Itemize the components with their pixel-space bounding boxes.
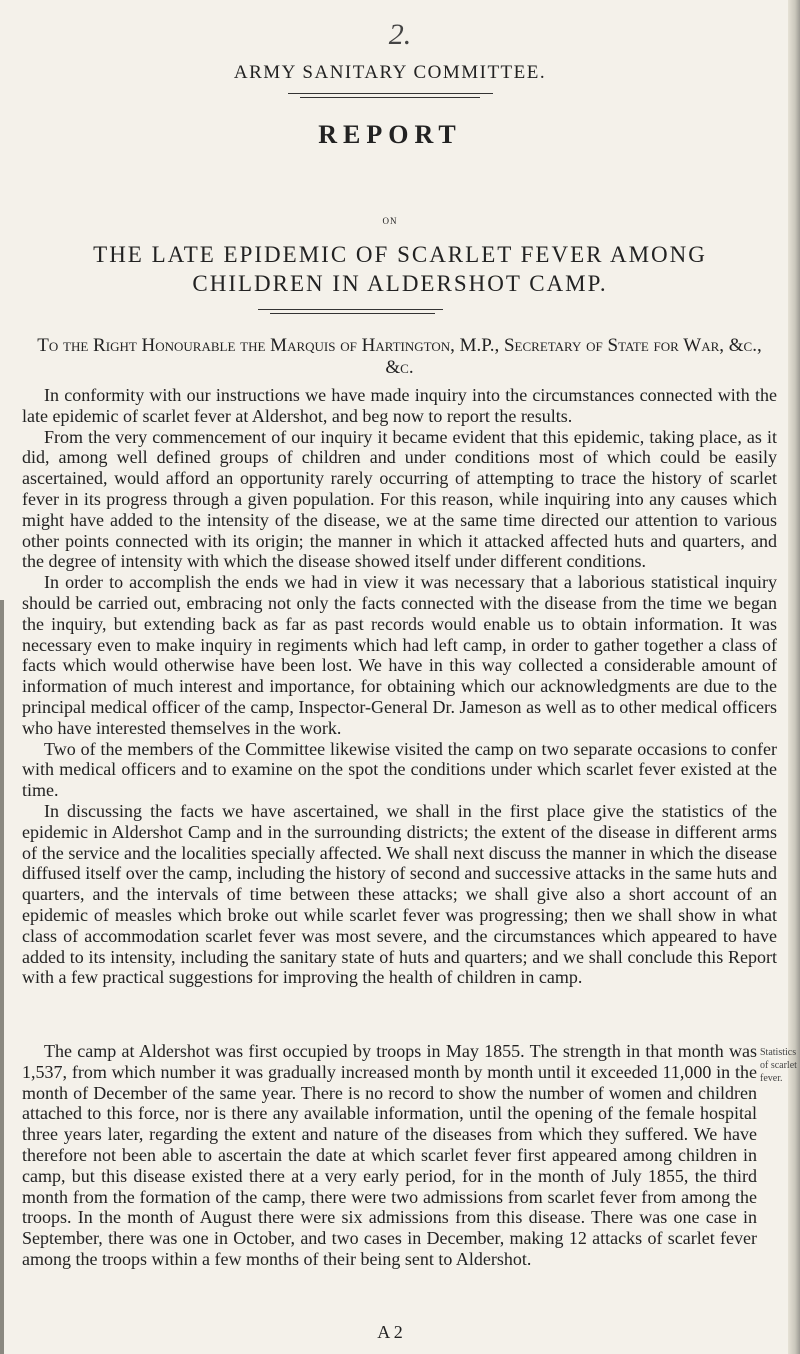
paragraph-3: In order to accomplish the ends we had in view it was necessary that a laborious statistical inquiry should be carried out, embracing not only the facts connected with the disease from the time we began the inquiry, but extending back as far as past records would enable us to obtain information. It was necessary even to make inquiry in regiments which had left camp, in order to gather together a class of facts which would otherwise have been lost. We have in this way collected a considerable amount of information of much interest and importance, for obtaining which our acknowledgments are due to the principal medical officer of the camp, Inspector-General Dr. Jameson as well as to other medical officers who have interested themselves in the work. bbox=[22, 572, 777, 738]
page-number: 2. bbox=[388, 18, 412, 51]
report-body-section-2 bbox=[22, 1041, 757, 1270]
paragraph-5: In discussing the facts we have ascertained, we shall in the first place give the statistics of the epidemic in Aldershot Camp and in the surrounding districts; the extent of the disease in different arms of the service and the localities specially affected. We shall next discuss the manner in which the disease diffused itself over the camp, including the history of second and successive attacks in the same huts and quarters, and the intervals of time between these attacks; we shall give also a short account of an epidemic of measles which broke out while scarlet fever was progressing; then we shall show in what class of accommodation scarlet fever was most severe, and the circumstances which appeared to have added to its intensity, including the sanitary state of huts and quarters; and we shall conclude this Report with a few practical suggestions for improving the health of children in camp. bbox=[22, 800, 777, 988]
paragraph-4: Two of the members of the Committee likewise visited the camp on two separate occasions to confer with medical officers and to examine on the spot the conditions under which scarlet fever existed at the time. bbox=[22, 738, 777, 801]
report-title: REPORT bbox=[318, 120, 462, 149]
divider-top-1 bbox=[288, 93, 493, 94]
paragraph-6: The camp at Aldershot was first occupied by troops in May 1855. The strength in that month was 1,537, from which number it was gradually increased month by month until it exceeded 11,000 in the month of December of the same year. There is no record to show the number of women and children attached to this force, nor is there any available information, until the opening of the female hospital three years later, regarding the extent and nature of the diseases from which they suffered. We have therefore not been able to ascertain the date at which scarlet fever first appeared among children in camp, but this disease existed there at a very early period, for in the month of July 1855, the third month from the formation of the camp, there were two admissions from scarlet fever from among the troops. In the month of August there were six admissions from this disease. There was one case in September, there was one in October, and two cases in December, making 12 attacks of scarlet fever among the troops within a few months of their being sent to Aldershot. bbox=[22, 1041, 757, 1269]
margin-note: Statistics of scarlet fever. bbox=[760, 1047, 797, 1084]
subject-line-1: THE LATE EPIDEMIC OF SCARLET FEVER AMONG bbox=[93, 242, 707, 267]
divider-top-2 bbox=[300, 97, 480, 98]
report-body bbox=[22, 385, 777, 988]
on-label: ON bbox=[382, 216, 398, 226]
binding-shadow bbox=[0, 600, 4, 1354]
address-line: To the Right Honourable the Marquis of Hartington, M.P., Secretary of State for War, &c., &c. bbox=[37, 335, 762, 378]
paragraph-1: In conformity with our instructions we have made inquiry into the circumstances connected with the late epidemic of scarlet fever at Aldershot, and beg now to report the results. bbox=[22, 385, 777, 426]
divider-mid-1 bbox=[258, 309, 443, 310]
page-edge bbox=[788, 0, 800, 1354]
subject-line-2: CHILDREN IN ALDERSHOT CAMP. bbox=[192, 271, 608, 296]
paragraph-2: From the very commencement of our inquiry it became evident that this epidemic, taking place, as it did, among well defined groups of children and under conditions most of which could be easily ascertained, would afford an opportunity rarely occurring of attempting to trace the history of scarlet fever in its progress through a given population. For this reason, while inquiring into any causes which might have added to the intensity of the disease, we at the same time directed our attention to various other points connected with its origin; the manner in which it attacked affected huts and quarters, and the degree of intensity with which the disease showed itself under different conditions. bbox=[22, 426, 777, 572]
committee-heading: ARMY SANITARY COMMITTEE. bbox=[233, 62, 547, 83]
divider-mid-2 bbox=[270, 313, 435, 314]
signature-mark: A 2 bbox=[377, 1322, 403, 1342]
report-subject bbox=[0, 240, 800, 298]
